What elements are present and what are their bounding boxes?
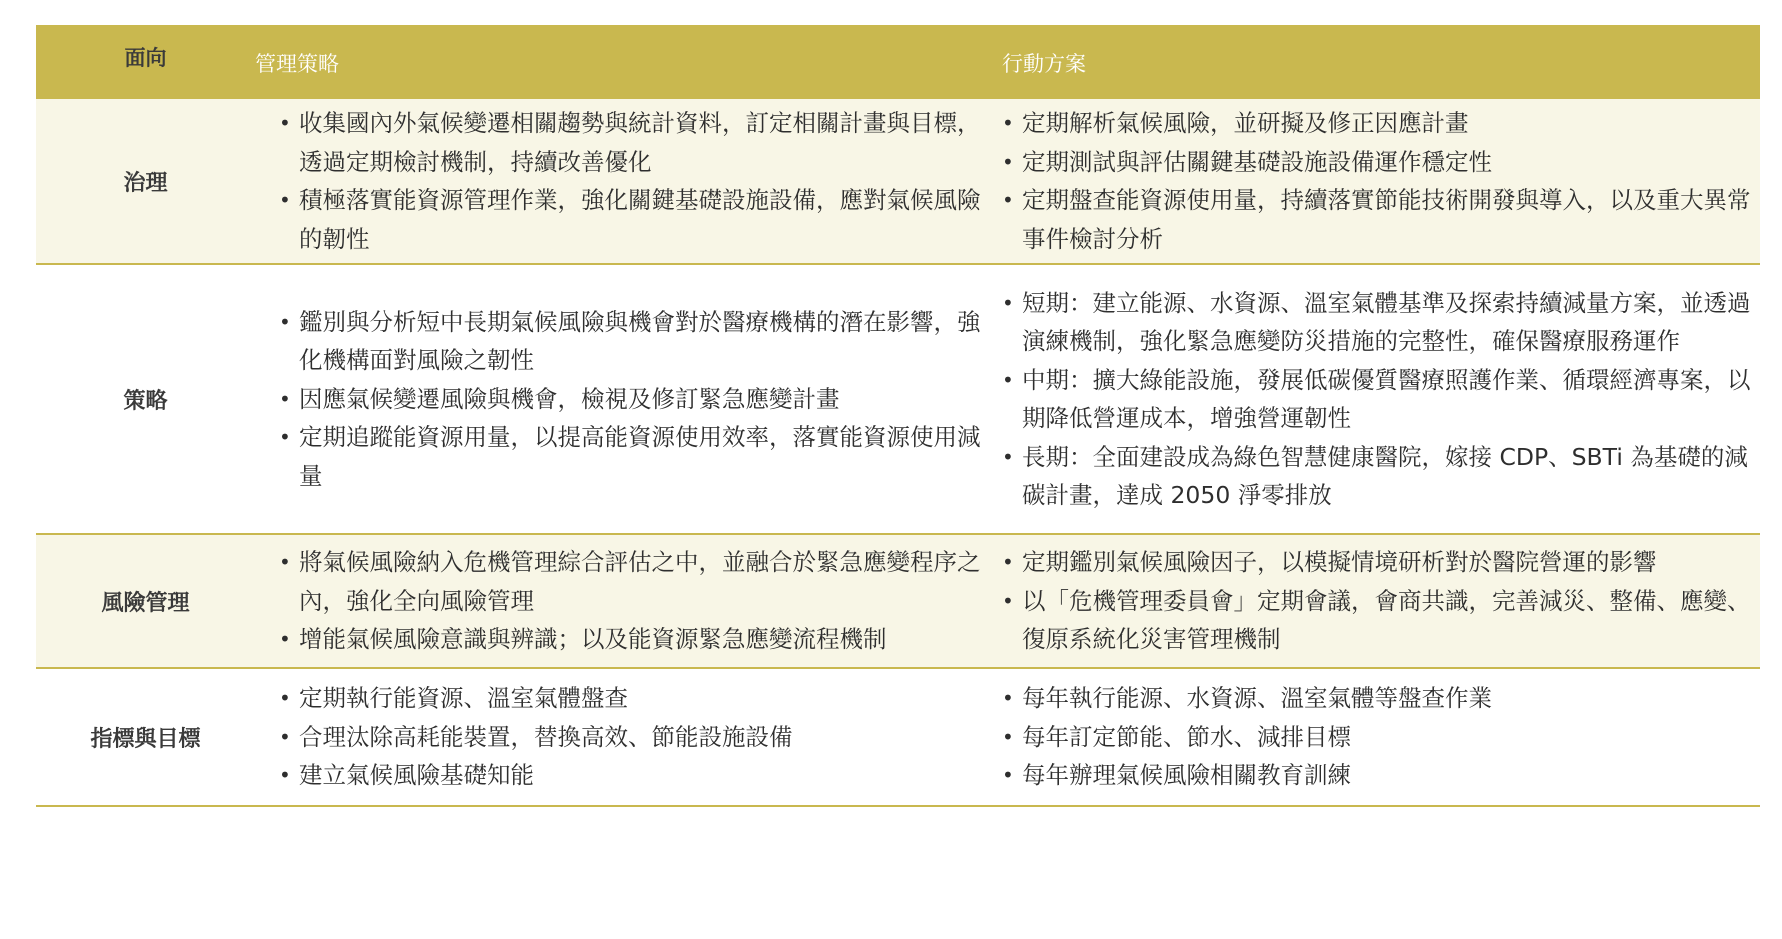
list-item-text: 中期：擴大綠能設施，發展低碳優質醫療照護作業、循環經濟專案，以期降低營運成本，增強營運韌性 xyxy=(1022,365,1751,432)
list-item xyxy=(1002,756,1760,795)
bullet-icon: • xyxy=(1002,763,1014,788)
list-item-text: 長期：全面建設成為綠色智慧健康醫院，嫁接 CDP、SBTi 為基礎的減碳計畫，達成 2050 淨零排放 xyxy=(1022,442,1748,509)
bullet-icon: • xyxy=(279,188,291,212)
bullet-icon: • xyxy=(279,686,291,711)
list-item-text: 增能氣候風險意識與辨識；以及能資源緊急應變流程機制 xyxy=(299,625,887,654)
list-item-text: 積極落實能資源管理作業，強化關鍵基礎設施設備，應對氣候風險的韌性 xyxy=(299,186,981,253)
list-item xyxy=(279,418,1002,495)
list-item xyxy=(1002,361,1760,438)
bullet-icon: • xyxy=(1002,188,1014,212)
list-item-text: 因應氣候變遷風險與機會，檢視及修訂緊急應變計畫 xyxy=(299,384,840,413)
list-item xyxy=(1002,284,1760,361)
list-item-text: 定期解析氣候風險，並研擬及修正因應計畫 xyxy=(1022,109,1469,137)
bullet-icon: • xyxy=(279,763,291,788)
list-item-text: 定期測試與評估關鍵基礎設施設備運作穩定性 xyxy=(1022,147,1492,176)
list-item-text: 定期盤查能資源使用量，持續落實節能技術開發與導入，以及重大異常事件檢討分析 xyxy=(1022,186,1751,253)
table-row xyxy=(36,535,1760,669)
actions-cell xyxy=(1002,535,1760,667)
list-item xyxy=(279,679,1002,718)
bullet-icon: • xyxy=(279,550,291,575)
list-item xyxy=(279,543,1002,620)
list-item xyxy=(279,718,1002,757)
table-row xyxy=(36,265,1760,535)
table-row xyxy=(36,99,1760,265)
list-item-text: 定期執行能資源、溫室氣體盤查 xyxy=(299,684,628,713)
table-row xyxy=(36,669,1760,807)
bullet-icon: • xyxy=(279,386,291,411)
list-item xyxy=(279,756,1002,795)
bullet-icon: • xyxy=(1002,367,1014,392)
list-item-text: 以「危機管理委員會」定期會議，會商共識，完善減災、整備、應變、復原系統化災害管理機制 xyxy=(1022,586,1751,654)
list-item xyxy=(1002,143,1760,182)
list-item-text: 定期鑑別氣候風險因子，以模擬情境研析對於醫院營運的影響 xyxy=(1022,548,1657,577)
list-item xyxy=(279,380,1002,419)
bullet-icon: • xyxy=(279,724,291,749)
bullet-icon: • xyxy=(279,309,291,334)
actions-cell xyxy=(1002,265,1760,533)
bullet-icon: • xyxy=(1002,550,1014,575)
bullet-icon: • xyxy=(1002,444,1014,469)
list-item xyxy=(279,104,1002,181)
actions-cell xyxy=(1002,99,1760,263)
bullet-icon: • xyxy=(1002,290,1014,315)
list-item xyxy=(1002,718,1760,757)
list-item-text: 每年訂定節能、節水、減排目標 xyxy=(1022,722,1351,751)
bullet-icon: • xyxy=(1002,724,1014,749)
list-item-text: 合理汰除高耗能裝置，替換高效、節能設施設備 xyxy=(299,722,793,751)
list-item-text: 鑑別與分析短中長期氣候風險與機會對於醫療機構的潛在影響，強化機構面對風險之韌性 xyxy=(299,307,981,375)
header-actions: 行動方案 xyxy=(1002,52,1086,76)
bullet-icon: • xyxy=(279,111,291,135)
bullet-icon: • xyxy=(1002,686,1014,711)
bullet-icon: • xyxy=(279,627,291,652)
list-item xyxy=(1002,582,1760,659)
list-item-text: 短期：建立能源、水資源、溫室氣體基準及探索持續減量方案，並透過演練機制，強化緊急應變防災措施的完整性，確保醫療服務運作 xyxy=(1022,288,1751,355)
list-item xyxy=(1002,679,1760,718)
list-item-text: 每年執行能源、水資源、溫室氣體等盤查作業 xyxy=(1022,684,1492,713)
list-item-text: 建立氣候風險基礎知能 xyxy=(299,761,534,790)
list-item-text: 收集國內外氣候變遷相關趨勢與統計資料，訂定相關計畫與目標，透過定期檢討機制，持續改善優化 xyxy=(299,109,981,176)
table-header-row xyxy=(36,25,1760,99)
list-item-text: 將氣候風險納入危機管理綜合評估之中，並融合於緊急應變程序之內，強化全向風險管理 xyxy=(299,548,981,615)
bullet-icon: • xyxy=(1002,149,1014,174)
list-item xyxy=(1002,181,1760,258)
list-item-text: 每年辦理氣候風險相關教育訓練 xyxy=(1022,761,1351,790)
header-aspect: 面向 xyxy=(124,46,167,70)
row-aspect: 策略 xyxy=(123,388,168,414)
strategy-cell xyxy=(255,535,1002,667)
list-item xyxy=(279,620,1002,659)
strategy-cell xyxy=(255,669,1002,805)
list-item-text: 定期追蹤能資源用量，以提高能資源使用效率，落實能資源使用減量 xyxy=(299,423,981,490)
bullet-icon: • xyxy=(1002,111,1014,135)
header-strategy: 管理策略 xyxy=(255,52,339,76)
list-item xyxy=(1002,438,1760,515)
strategy-cell xyxy=(255,265,1002,533)
row-aspect: 風險管理 xyxy=(101,590,190,616)
bullet-icon: • xyxy=(279,425,291,450)
list-item xyxy=(1002,104,1760,143)
strategy-cell xyxy=(255,99,1002,263)
row-aspect: 治理 xyxy=(123,170,168,196)
bullet-icon: • xyxy=(1002,588,1014,613)
strategy-table xyxy=(36,25,1760,807)
actions-cell xyxy=(1002,669,1760,805)
row-aspect: 指標與目標 xyxy=(90,726,201,752)
list-item xyxy=(279,181,1002,258)
list-item xyxy=(279,303,1002,380)
list-item xyxy=(1002,543,1760,582)
